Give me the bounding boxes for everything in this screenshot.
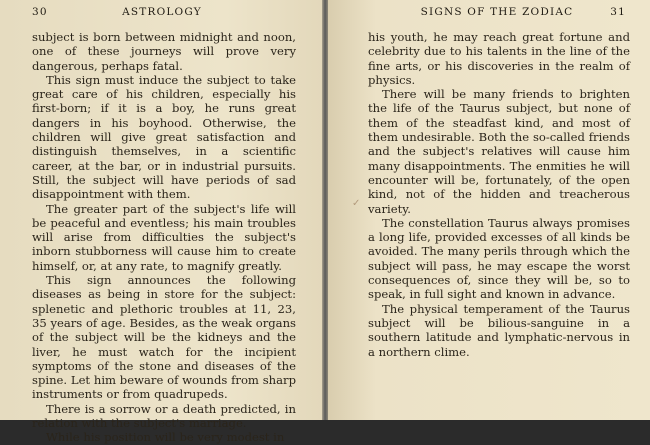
page-number: 30: [32, 6, 48, 18]
paragraph: This sign announces the following diseases as being in store for the subject: splenetic and plethoric troubles at 11, 23, 35 years of age. Besides, as the weak organs of the subject will be the kidneys and the liver, he must watch for the incipient symptoms of the stone and diseases of the spine. Let him beware of wounds from sharp instruments or from quadrupeds.: [32, 273, 297, 402]
left-page-body: [32, 30, 296, 445]
page-number: 31: [610, 6, 626, 18]
paragraph: There will be many friends to brighten the life of the Taurus subject, but none of them of the steadfast kind, and most of them undesirable. Both the so-called friends and the subject's relatives will cause him many disappointments. The enmities he will encounter will be, fortunately, of the open kind, not of the hidden and treacherous variety.: [368, 87, 630, 216]
paragraph: This sign must induce the subject to take great care of his children, especially his first-born; if it is a boy, he runs great dangers in his boyhood. Otherwise, the children will give great satisfaction and distinguish themselves, in a scientific career, at the bar, or in industrial pursuits. Still, the subject will have periods of sad disappointment with them.: [32, 72, 296, 202]
paragraph: While his position will be very modest in: [46, 430, 285, 445]
paragraph: The greater part of the subject's life will be peaceful and eventless; his main troubles will arise from difficulties the subject's inborn stubborness will cause him to create himself, or, at any rate, to magnify greatly.: [32, 201, 296, 273]
paragraph: The physical temperament of the Taurus subject will be bilious-sanguine in a southern latitude and lymphatic-nervous in a northern clime.: [368, 301, 630, 359]
left-page: [0, 0, 322, 445]
running-title: SIGNS OF THE ZODIAC: [420, 6, 574, 18]
paragraph: his youth, he may reach great fortune and celebrity due to his talents in the line of the fine arts, or his discoveries in the realm of physics.: [368, 30, 630, 87]
right-page-body: [368, 30, 630, 359]
paragraph: subject is born between midnight and noon, one of these journeys will prove very dangerous, perhaps fatal.: [32, 30, 296, 73]
right-page: [328, 0, 650, 420]
running-title: ASTROLOGY: [122, 6, 202, 18]
paragraph: There is a sorrow or a death predicted, in relation with the subject's marriage.: [32, 401, 296, 431]
paragraph: The constellation Taurus always promises a long life, provided excesses of all kinds be avoided. The many perils through which the subject will pass, he may escape the worst consequences of, since they will be, so to speak, in full sight and known in advance.: [368, 215, 630, 302]
margin-pencil-mark: ✓: [352, 198, 361, 209]
